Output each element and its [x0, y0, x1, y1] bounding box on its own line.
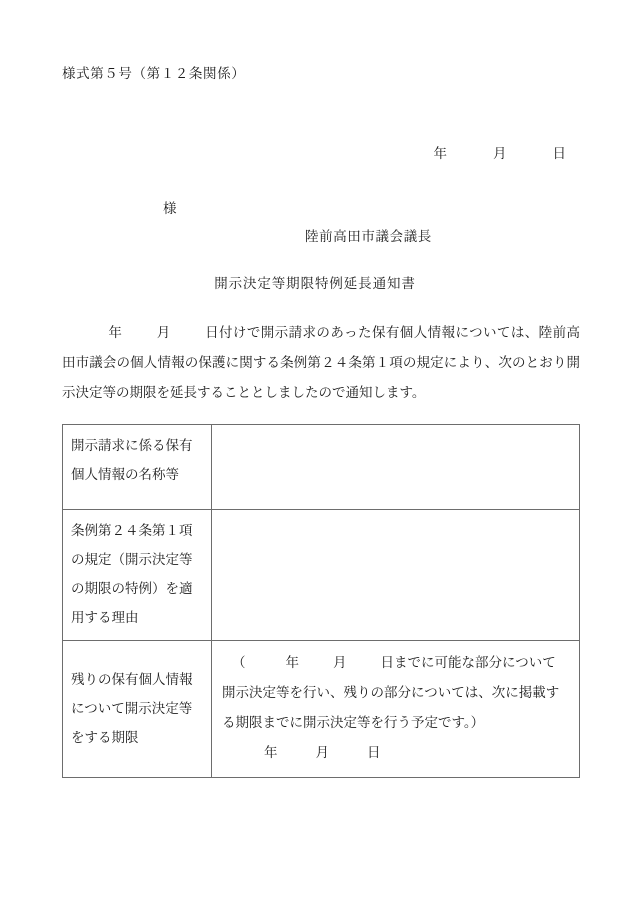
date-month-label: 月 — [493, 146, 507, 162]
table-row — [63, 425, 580, 510]
date-line — [62, 142, 580, 162]
value-body-text: 日までに可能な部分について開示決定等を行い、残りの部分については、次に掲載する期限までに開示決定等を行う予定です。） — [222, 655, 560, 731]
table-label-reason-for-extension: 条例第２４条第１項の規定（開示決定等の期限の特例）を適用する理由 — [63, 510, 212, 641]
final-date-day-label: 日 — [367, 745, 381, 761]
body-date-month-label: 月 — [156, 325, 171, 341]
date-year-label: 年 — [433, 146, 447, 162]
table-value-remaining-deadline[interactable] — [212, 641, 580, 778]
issuer-name: 陸前高田市議会議長 — [305, 229, 432, 245]
final-deadline-date-line — [222, 738, 569, 768]
final-date-month-label: 月 — [315, 745, 329, 761]
final-date-year-label: 年 — [264, 745, 278, 761]
document-title: 開示決定等期限特例延長通知書 — [214, 276, 416, 292]
body-paragraph-text: 日付けで開示請求のあった保有個人情報については、陸前高田市議会の個人情報の保護に関する条例第２４条第１項の規定により、次のとおり開示決定等の期限を延長することとしましたので通知します。 — [62, 325, 581, 401]
table-value-reason-for-extension[interactable] — [212, 510, 580, 641]
addressee-honorific: 様 — [163, 201, 177, 217]
table-label-remaining-deadline: 残りの保有個人情報について開示決定等をする期限 — [63, 641, 212, 778]
body-paragraph — [62, 318, 580, 408]
value-month-label: 月 — [333, 655, 347, 671]
table-value-disclosure-request-name[interactable] — [212, 425, 580, 510]
value-year-label: 年 — [285, 655, 299, 671]
table-row — [63, 641, 580, 778]
date-day-label: 日 — [552, 146, 566, 162]
table-label-disclosure-request-name: 開示請求に係る保有個人情報の名称等 — [63, 425, 212, 510]
form-number: 様式第５号（第１２条関係） — [62, 66, 246, 82]
table-row — [63, 510, 580, 641]
body-date-year-label: 年 — [108, 325, 123, 341]
value-open-paren: （ — [232, 655, 246, 671]
notification-table — [62, 424, 580, 778]
